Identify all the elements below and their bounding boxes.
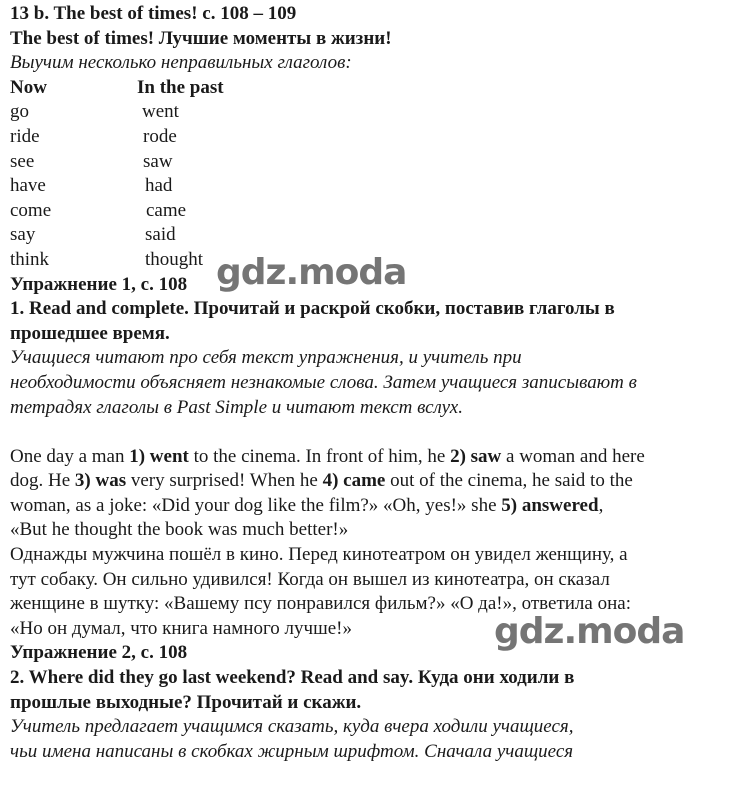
story-text: out of the cinema, he said to the	[385, 470, 633, 492]
exercise2-note: Учитель предлагает учащимся сказать, куда вчера ходили учащиеся,	[10, 716, 574, 738]
verb-row	[10, 223, 735, 248]
story-text: One day a man	[10, 445, 130, 467]
watermark-logo: gdz.moda	[494, 611, 685, 652]
exercise1-task: 1. Read and complete. Прочитай и раскрой скобки, поставив глаголы в	[10, 298, 615, 320]
verb-now: think	[10, 248, 50, 270]
answer-2: 2) saw	[450, 445, 502, 467]
exercise1-note: тетрадях глаголы в Past Simple и читают текст вслух.	[10, 396, 463, 418]
lesson-title: 13 b. The best of times! с. 108 – 109	[10, 3, 297, 24]
exercise1-note: необходимости объясняет незнакомые слова. Затем учащиеся записывают в	[10, 371, 637, 393]
story-text: woman, as a joke: «Did your dog like the film?» «Oh, yes!» she	[10, 494, 502, 516]
translation-line: женщине в шутку: «Вашему псу понравился фильм?» «О да!», ответила она:	[10, 593, 631, 615]
watermark-logo: gdz.moda	[216, 252, 407, 293]
verb-past: saw	[143, 150, 173, 172]
verb-now: come	[10, 199, 52, 221]
spacer	[10, 420, 735, 445]
irregular-verbs-table	[10, 76, 735, 273]
exercise2-task: прошлые выходные? Прочитай и скажи.	[10, 691, 362, 713]
col-now-header: Now	[10, 76, 47, 98]
answer-4: 4) came	[322, 470, 386, 492]
verb-row	[10, 100, 735, 125]
verb-now: see	[10, 150, 35, 172]
story-text: to the cinema. In front of him, he	[188, 445, 451, 467]
exercise2-heading: Упражнение 2, с. 108	[10, 642, 188, 664]
story-text: ,	[598, 494, 604, 516]
story-line: «But he thought the book was much better!»	[10, 519, 349, 541]
answer-5: 5) answered	[501, 494, 599, 516]
col-past-header: In the past	[137, 76, 224, 98]
story-text: a woman and here	[501, 445, 645, 467]
verb-past: went	[142, 101, 179, 123]
verb-now: go	[10, 101, 29, 123]
verb-now: have	[10, 175, 46, 197]
verb-now: say	[10, 224, 36, 246]
exercise1-heading: Упражнение 1, с. 108	[10, 273, 188, 295]
verb-row	[10, 125, 735, 150]
exercise2-task: 2. Where did they go last weekend? Read and say. Куда они ходили в	[10, 667, 575, 689]
verb-past: rode	[143, 125, 177, 147]
exercise2-note: чьи имена написаны в скобках жирным шрифтом. Сначала учащиеся	[10, 740, 574, 762]
translation-line: Однажды мужчина пошёл в кино. Перед кинотеатром он увидел женщину, а	[10, 544, 628, 566]
verb-row	[10, 199, 735, 224]
answer-3: 3) was	[74, 470, 127, 492]
verb-row	[10, 174, 735, 199]
exercise1-task: прошедшее время.	[10, 322, 170, 344]
story-text: dog. He	[10, 470, 75, 492]
story-line	[10, 445, 735, 470]
verb-past: said	[145, 224, 176, 246]
verbs-intro: Выучим несколько неправильных глаголов:	[10, 52, 352, 74]
answer-1: 1) went	[129, 445, 189, 467]
verb-now: ride	[10, 125, 40, 147]
story-line	[10, 494, 735, 519]
verb-past: thought	[145, 248, 204, 270]
translation-line: «Но он думал, что книга намного лучше!»	[10, 617, 352, 639]
story-text: very surprised! When he	[126, 470, 323, 492]
verb-past: had	[145, 175, 173, 197]
verb-past: came	[146, 199, 187, 221]
exercise1-note: Учащиеся читают про себя текст упражнения, и учитель при	[10, 347, 522, 369]
translation-line: тут собаку. Он сильно удивился! Когда он вышел из кинотеатра, он сказал	[10, 568, 610, 590]
verb-row	[10, 150, 735, 175]
lesson-subtitle: The best of times! Лучшие моменты в жизни!	[10, 27, 392, 49]
story-line	[10, 469, 735, 494]
verbs-header-row	[10, 76, 735, 101]
